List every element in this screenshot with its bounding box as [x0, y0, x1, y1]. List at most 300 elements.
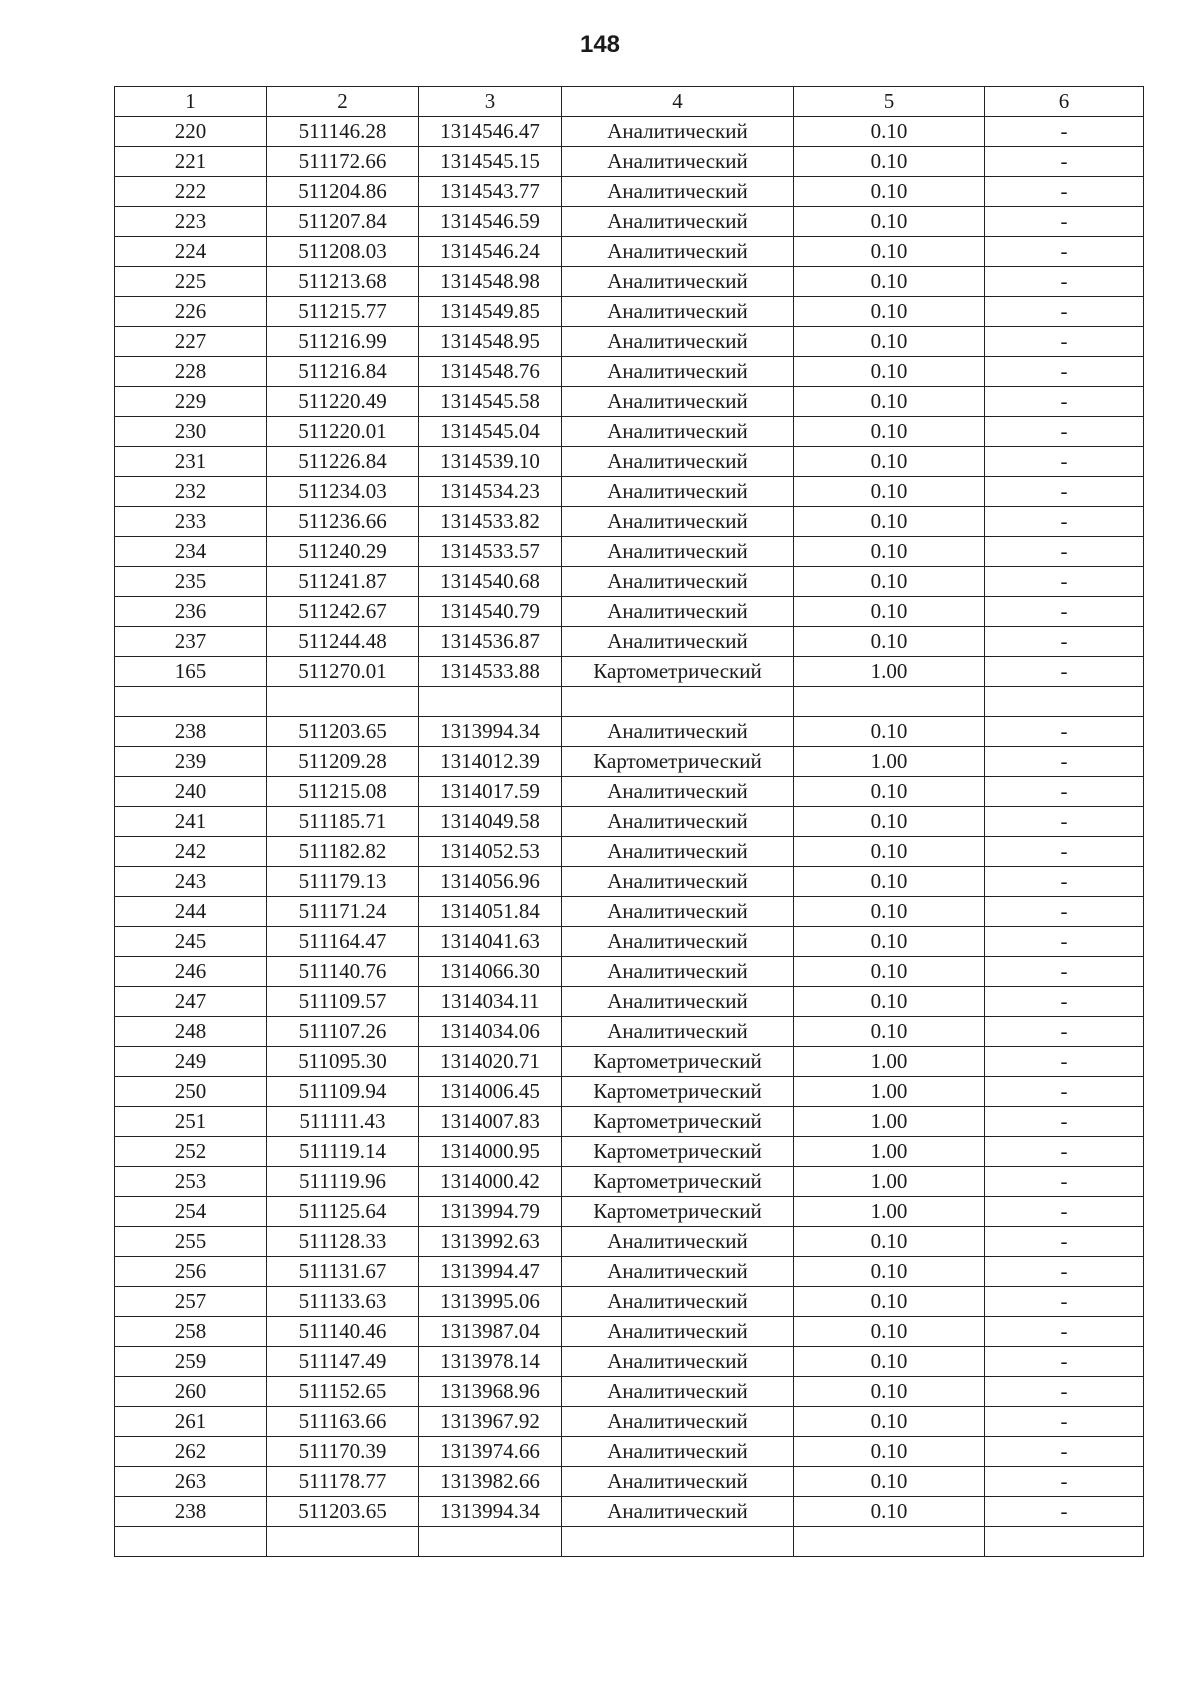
y-coordinate-cell: 1314549.85: [419, 297, 562, 327]
y-coordinate-cell: 1314012.39: [419, 747, 562, 777]
y-coordinate-cell: 1314539.10: [419, 447, 562, 477]
table-row: [115, 1317, 1144, 1347]
accuracy-cell: 1.00: [794, 1137, 985, 1167]
point-number-cell: 234: [115, 537, 267, 567]
note-cell: -: [985, 177, 1144, 207]
method-cell: Аналитический: [562, 717, 794, 747]
note-cell: -: [985, 627, 1144, 657]
note-cell: -: [985, 597, 1144, 627]
note-cell: -: [985, 147, 1144, 177]
y-coordinate-cell: 1313968.96: [419, 1377, 562, 1407]
accuracy-cell: 0.10: [794, 117, 985, 147]
accuracy-cell: 0.10: [794, 357, 985, 387]
accuracy-cell: 0.10: [794, 207, 985, 237]
x-coordinate-cell: 511242.67: [267, 597, 419, 627]
accuracy-cell: 1.00: [794, 1197, 985, 1227]
note-cell: -: [985, 1017, 1144, 1047]
y-coordinate-cell: 1314000.42: [419, 1167, 562, 1197]
y-coordinate-cell: 1314056.96: [419, 867, 562, 897]
table-row: [115, 1257, 1144, 1287]
point-number-cell: 262: [115, 1437, 267, 1467]
table-row: [115, 207, 1144, 237]
table-row: [115, 687, 1144, 717]
table-body: [115, 117, 1144, 1557]
x-coordinate-cell: 511163.66: [267, 1407, 419, 1437]
x-coordinate-cell: 511133.63: [267, 1287, 419, 1317]
note-cell: -: [985, 987, 1144, 1017]
x-coordinate-cell: 511179.13: [267, 867, 419, 897]
y-coordinate-cell: 1313994.34: [419, 717, 562, 747]
y-coordinate-cell: 1313994.79: [419, 1197, 562, 1227]
x-coordinate-cell: 511172.66: [267, 147, 419, 177]
note-cell: -: [985, 237, 1144, 267]
y-coordinate-cell: 1314545.58: [419, 387, 562, 417]
x-coordinate-cell: 511203.65: [267, 717, 419, 747]
y-coordinate-cell: 1313982.66: [419, 1467, 562, 1497]
note-cell: -: [985, 1077, 1144, 1107]
y-coordinate-cell: 1314052.53: [419, 837, 562, 867]
x-coordinate-cell: 511095.30: [267, 1047, 419, 1077]
y-coordinate-cell: 1314000.95: [419, 1137, 562, 1167]
point-number-cell: 247: [115, 987, 267, 1017]
method-cell: Аналитический: [562, 1497, 794, 1527]
note-cell: -: [985, 447, 1144, 477]
note-cell: -: [985, 1137, 1144, 1167]
accuracy-cell: 0.10: [794, 1467, 985, 1497]
accuracy-cell: 0.10: [794, 717, 985, 747]
table-header: [115, 87, 1144, 117]
table-row: [115, 1407, 1144, 1437]
table-row: [115, 777, 1144, 807]
note-cell: -: [985, 1107, 1144, 1137]
y-coordinate-cell: 1313994.47: [419, 1257, 562, 1287]
method-cell: Аналитический: [562, 477, 794, 507]
header-cell: 5: [794, 87, 985, 117]
table-row: [115, 897, 1144, 927]
method-cell: Аналитический: [562, 627, 794, 657]
method-cell: Аналитический: [562, 1287, 794, 1317]
point-number-cell: 259: [115, 1347, 267, 1377]
method-cell: Аналитический: [562, 177, 794, 207]
table-row: [115, 567, 1144, 597]
table-row: [115, 537, 1144, 567]
note-cell: -: [985, 1467, 1144, 1497]
table-row: [115, 1137, 1144, 1167]
x-coordinate-cell: [267, 1527, 419, 1557]
point-number-cell: 241: [115, 807, 267, 837]
table-row: [115, 477, 1144, 507]
accuracy-cell: 1.00: [794, 1167, 985, 1197]
point-number-cell: 248: [115, 1017, 267, 1047]
note-cell: -: [985, 297, 1144, 327]
note-cell: -: [985, 417, 1144, 447]
accuracy-cell: 0.10: [794, 777, 985, 807]
point-number-cell: [115, 687, 267, 717]
note-cell: -: [985, 837, 1144, 867]
point-number-cell: 233: [115, 507, 267, 537]
x-coordinate-cell: [267, 687, 419, 717]
x-coordinate-cell: 511213.68: [267, 267, 419, 297]
method-cell: Аналитический: [562, 867, 794, 897]
x-coordinate-cell: 511164.47: [267, 927, 419, 957]
note-cell: -: [985, 1347, 1144, 1377]
accuracy-cell: 0.10: [794, 1227, 985, 1257]
point-number-cell: [115, 1527, 267, 1557]
note-cell: -: [985, 267, 1144, 297]
accuracy-cell: [794, 687, 985, 717]
table-row: [115, 957, 1144, 987]
x-coordinate-cell: 511119.14: [267, 1137, 419, 1167]
method-cell: Аналитический: [562, 1377, 794, 1407]
table-row: [115, 357, 1144, 387]
x-coordinate-cell: 511109.57: [267, 987, 419, 1017]
x-coordinate-cell: 511147.49: [267, 1347, 419, 1377]
y-coordinate-cell: 1314548.76: [419, 357, 562, 387]
accuracy-cell: 0.10: [794, 1497, 985, 1527]
accuracy-cell: 0.10: [794, 507, 985, 537]
table-row: [115, 747, 1144, 777]
table-row: [115, 597, 1144, 627]
x-coordinate-cell: 511182.82: [267, 837, 419, 867]
y-coordinate-cell: 1314548.98: [419, 267, 562, 297]
note-cell: -: [985, 927, 1144, 957]
x-coordinate-cell: 511209.28: [267, 747, 419, 777]
x-coordinate-cell: 511171.24: [267, 897, 419, 927]
point-number-cell: 255: [115, 1227, 267, 1257]
x-coordinate-cell: 511216.84: [267, 357, 419, 387]
accuracy-cell: 0.10: [794, 1257, 985, 1287]
accuracy-cell: 0.10: [794, 447, 985, 477]
table-row: [115, 627, 1144, 657]
y-coordinate-cell: 1313967.92: [419, 1407, 562, 1437]
note-cell: -: [985, 897, 1144, 927]
table-row: [115, 807, 1144, 837]
x-coordinate-cell: 511226.84: [267, 447, 419, 477]
accuracy-cell: 0.10: [794, 417, 985, 447]
method-cell: Картометрический: [562, 1047, 794, 1077]
point-number-cell: 231: [115, 447, 267, 477]
table-row: [115, 1047, 1144, 1077]
method-cell: Аналитический: [562, 837, 794, 867]
note-cell: -: [985, 747, 1144, 777]
note-cell: [985, 687, 1144, 717]
table-row: [115, 1497, 1144, 1527]
accuracy-cell: [794, 1527, 985, 1557]
accuracy-cell: 0.10: [794, 297, 985, 327]
y-coordinate-cell: [419, 687, 562, 717]
point-number-cell: 261: [115, 1407, 267, 1437]
accuracy-cell: 0.10: [794, 1347, 985, 1377]
note-cell: -: [985, 1227, 1144, 1257]
y-coordinate-cell: 1314536.87: [419, 627, 562, 657]
method-cell: Аналитический: [562, 597, 794, 627]
x-coordinate-cell: 511152.65: [267, 1377, 419, 1407]
table-row: [115, 237, 1144, 267]
y-coordinate-cell: [419, 1527, 562, 1557]
point-number-cell: 229: [115, 387, 267, 417]
table-row: [115, 717, 1144, 747]
x-coordinate-cell: 511244.48: [267, 627, 419, 657]
y-coordinate-cell: 1314546.59: [419, 207, 562, 237]
table-row: [115, 117, 1144, 147]
note-cell: -: [985, 1437, 1144, 1467]
x-coordinate-cell: 511131.67: [267, 1257, 419, 1287]
header-cell: 4: [562, 87, 794, 117]
x-coordinate-cell: 511128.33: [267, 1227, 419, 1257]
header-row: [115, 87, 1144, 117]
method-cell: Аналитический: [562, 1437, 794, 1467]
method-cell: Аналитический: [562, 387, 794, 417]
x-coordinate-cell: 511234.03: [267, 477, 419, 507]
accuracy-cell: 0.10: [794, 1287, 985, 1317]
point-number-cell: 257: [115, 1287, 267, 1317]
note-cell: -: [985, 357, 1144, 387]
y-coordinate-cell: 1313974.66: [419, 1437, 562, 1467]
method-cell: Аналитический: [562, 927, 794, 957]
method-cell: Аналитический: [562, 207, 794, 237]
accuracy-cell: 0.10: [794, 177, 985, 207]
accuracy-cell: 0.10: [794, 147, 985, 177]
x-coordinate-cell: 511140.76: [267, 957, 419, 987]
point-number-cell: 237: [115, 627, 267, 657]
method-cell: Аналитический: [562, 1407, 794, 1437]
table-row: [115, 297, 1144, 327]
y-coordinate-cell: 1314533.82: [419, 507, 562, 537]
note-cell: -: [985, 507, 1144, 537]
x-coordinate-cell: 511220.49: [267, 387, 419, 417]
method-cell: Аналитический: [562, 267, 794, 297]
method-cell: Аналитический: [562, 237, 794, 267]
point-number-cell: 243: [115, 867, 267, 897]
point-number-cell: 242: [115, 837, 267, 867]
y-coordinate-cell: 1314007.83: [419, 1107, 562, 1137]
point-number-cell: 226: [115, 297, 267, 327]
accuracy-cell: 0.10: [794, 807, 985, 837]
method-cell: Аналитический: [562, 807, 794, 837]
header-cell: 3: [419, 87, 562, 117]
note-cell: -: [985, 777, 1144, 807]
y-coordinate-cell: 1313978.14: [419, 1347, 562, 1377]
method-cell: Аналитический: [562, 537, 794, 567]
x-coordinate-cell: 511240.29: [267, 537, 419, 567]
method-cell: Аналитический: [562, 987, 794, 1017]
y-coordinate-cell: 1314041.63: [419, 927, 562, 957]
table-row: [115, 657, 1144, 687]
point-number-cell: 246: [115, 957, 267, 987]
point-number-cell: 260: [115, 1377, 267, 1407]
method-cell: Картометрический: [562, 1167, 794, 1197]
y-coordinate-cell: 1313987.04: [419, 1317, 562, 1347]
table-row: [115, 1227, 1144, 1257]
method-cell: Картометрический: [562, 657, 794, 687]
point-number-cell: 232: [115, 477, 267, 507]
method-cell: Аналитический: [562, 777, 794, 807]
y-coordinate-cell: 1314006.45: [419, 1077, 562, 1107]
method-cell: Аналитический: [562, 327, 794, 357]
accuracy-cell: 0.10: [794, 267, 985, 297]
table-row: [115, 507, 1144, 537]
y-coordinate-cell: 1314546.24: [419, 237, 562, 267]
table-row: [115, 1527, 1144, 1557]
accuracy-cell: 0.10: [794, 537, 985, 567]
method-cell: Аналитический: [562, 1227, 794, 1257]
method-cell: [562, 687, 794, 717]
point-number-cell: 230: [115, 417, 267, 447]
note-cell: [985, 1527, 1144, 1557]
table-row: [115, 1197, 1144, 1227]
point-number-cell: 250: [115, 1077, 267, 1107]
accuracy-cell: 0.10: [794, 477, 985, 507]
y-coordinate-cell: 1313995.06: [419, 1287, 562, 1317]
accuracy-cell: 1.00: [794, 1107, 985, 1137]
x-coordinate-cell: 511170.39: [267, 1437, 419, 1467]
note-cell: -: [985, 1407, 1144, 1437]
accuracy-cell: 0.10: [794, 1377, 985, 1407]
table-row: [115, 1017, 1144, 1047]
x-coordinate-cell: 511220.01: [267, 417, 419, 447]
method-cell: Аналитический: [562, 447, 794, 477]
note-cell: -: [985, 1257, 1144, 1287]
method-cell: Аналитический: [562, 357, 794, 387]
method-cell: Аналитический: [562, 897, 794, 927]
method-cell: Аналитический: [562, 147, 794, 177]
table-row: [115, 1377, 1144, 1407]
table-row: [115, 177, 1144, 207]
x-coordinate-cell: 511125.64: [267, 1197, 419, 1227]
x-coordinate-cell: 511236.66: [267, 507, 419, 537]
header-cell: 1: [115, 87, 267, 117]
table-row: [115, 1077, 1144, 1107]
accuracy-cell: 0.10: [794, 1437, 985, 1467]
point-number-cell: 240: [115, 777, 267, 807]
table-row: [115, 867, 1144, 897]
y-coordinate-cell: 1314066.30: [419, 957, 562, 987]
table-row: [115, 1287, 1144, 1317]
note-cell: -: [985, 327, 1144, 357]
method-cell: Аналитический: [562, 957, 794, 987]
method-cell: Аналитический: [562, 1347, 794, 1377]
method-cell: Картометрический: [562, 1107, 794, 1137]
note-cell: -: [985, 1197, 1144, 1227]
accuracy-cell: 0.10: [794, 837, 985, 867]
method-cell: Аналитический: [562, 297, 794, 327]
point-number-cell: 238: [115, 1497, 267, 1527]
point-number-cell: 253: [115, 1167, 267, 1197]
coordinates-table: [114, 86, 1144, 1557]
y-coordinate-cell: 1314049.58: [419, 807, 562, 837]
method-cell: Картометрический: [562, 747, 794, 777]
x-coordinate-cell: 511241.87: [267, 567, 419, 597]
point-number-cell: 245: [115, 927, 267, 957]
y-coordinate-cell: 1314545.04: [419, 417, 562, 447]
note-cell: -: [985, 207, 1144, 237]
note-cell: -: [985, 1287, 1144, 1317]
table-row: [115, 327, 1144, 357]
note-cell: -: [985, 867, 1144, 897]
note-cell: -: [985, 1167, 1144, 1197]
x-coordinate-cell: 511215.08: [267, 777, 419, 807]
x-coordinate-cell: 511107.26: [267, 1017, 419, 1047]
point-number-cell: 263: [115, 1467, 267, 1497]
accuracy-cell: 1.00: [794, 747, 985, 777]
accuracy-cell: 0.10: [794, 627, 985, 657]
accuracy-cell: 0.10: [794, 867, 985, 897]
accuracy-cell: 0.10: [794, 927, 985, 957]
y-coordinate-cell: 1314533.88: [419, 657, 562, 687]
table-row: [115, 927, 1144, 957]
accuracy-cell: 1.00: [794, 1077, 985, 1107]
y-coordinate-cell: 1314533.57: [419, 537, 562, 567]
method-cell: Картометрический: [562, 1197, 794, 1227]
method-cell: Картометрический: [562, 1137, 794, 1167]
y-coordinate-cell: 1314540.68: [419, 567, 562, 597]
note-cell: -: [985, 567, 1144, 597]
point-number-cell: 220: [115, 117, 267, 147]
point-number-cell: 254: [115, 1197, 267, 1227]
point-number-cell: 222: [115, 177, 267, 207]
x-coordinate-cell: 511204.86: [267, 177, 419, 207]
table-row: [115, 1347, 1144, 1377]
point-number-cell: 244: [115, 897, 267, 927]
y-coordinate-cell: 1314545.15: [419, 147, 562, 177]
x-coordinate-cell: 511203.65: [267, 1497, 419, 1527]
point-number-cell: 251: [115, 1107, 267, 1137]
accuracy-cell: 0.10: [794, 1017, 985, 1047]
accuracy-cell: 0.10: [794, 1407, 985, 1437]
x-coordinate-cell: 511119.96: [267, 1167, 419, 1197]
note-cell: -: [985, 717, 1144, 747]
y-coordinate-cell: 1314534.23: [419, 477, 562, 507]
accuracy-cell: 0.10: [794, 327, 985, 357]
table-row: [115, 147, 1144, 177]
note-cell: -: [985, 117, 1144, 147]
accuracy-cell: 1.00: [794, 657, 985, 687]
point-number-cell: 221: [115, 147, 267, 177]
header-cell: 2: [267, 87, 419, 117]
x-coordinate-cell: 511207.84: [267, 207, 419, 237]
accuracy-cell: 0.10: [794, 957, 985, 987]
table-row: [115, 1467, 1144, 1497]
x-coordinate-cell: 511109.94: [267, 1077, 419, 1107]
y-coordinate-cell: 1314548.95: [419, 327, 562, 357]
point-number-cell: 223: [115, 207, 267, 237]
method-cell: [562, 1527, 794, 1557]
point-number-cell: 235: [115, 567, 267, 597]
point-number-cell: 249: [115, 1047, 267, 1077]
note-cell: -: [985, 1377, 1144, 1407]
method-cell: Аналитический: [562, 417, 794, 447]
method-cell: Аналитический: [562, 1017, 794, 1047]
header-cell: 6: [985, 87, 1144, 117]
table-row: [115, 447, 1144, 477]
y-coordinate-cell: 1314034.06: [419, 1017, 562, 1047]
table-row: [115, 837, 1144, 867]
point-number-cell: 238: [115, 717, 267, 747]
table-row: [115, 267, 1144, 297]
point-number-cell: 258: [115, 1317, 267, 1347]
method-cell: Аналитический: [562, 117, 794, 147]
accuracy-cell: 0.10: [794, 1317, 985, 1347]
note-cell: -: [985, 1497, 1144, 1527]
accuracy-cell: 1.00: [794, 1047, 985, 1077]
table-row: [115, 417, 1144, 447]
table-row: [115, 1167, 1144, 1197]
point-number-cell: 252: [115, 1137, 267, 1167]
x-coordinate-cell: 511216.99: [267, 327, 419, 357]
note-cell: -: [985, 477, 1144, 507]
y-coordinate-cell: 1313994.34: [419, 1497, 562, 1527]
table-row: [115, 1107, 1144, 1137]
